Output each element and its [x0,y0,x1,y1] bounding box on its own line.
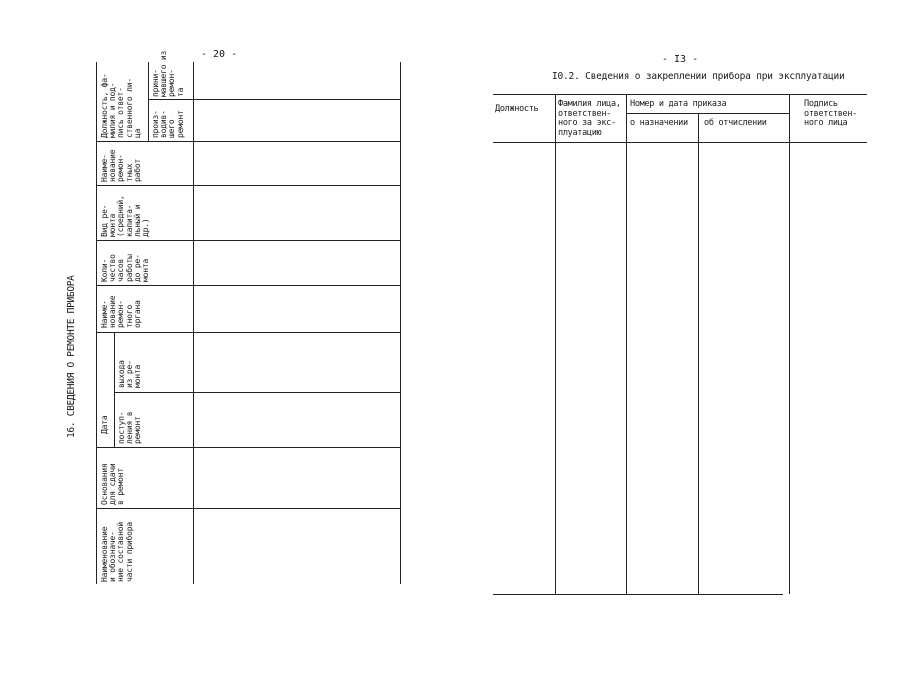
header-position: Должность [495,104,539,114]
col-part-name: Наименование и обозначе- ние составной части прибора [100,521,134,582]
col-sep-2 [96,185,400,186]
table-top-rule [493,94,867,95]
left-page-number: - 20 - [201,49,238,60]
col-reason: Основания для сдачи в ремонт [100,463,126,505]
right-page-number: - I3 - [662,54,699,65]
col-sep-3 [96,240,400,241]
header-surname: Фамилия лица, ответствен- ного за экс- плуатацию [558,99,621,138]
col-date-in: поступ- ления в ремонт [117,411,143,444]
table-bottom-rule [493,594,783,595]
date-subdivider [114,332,115,447]
col-sep-5 [96,332,400,333]
col-divider-3 [698,113,699,594]
col-date-out: выхода из ре- монта [117,360,143,388]
left-table-border-right [400,62,401,584]
header-order: Номер и дата приказа [630,99,727,109]
col-sep-7 [96,447,400,448]
header-order-assign: о назначении [630,118,688,128]
col-repair-works: Наиме- нование ремон- тных работ [100,149,142,182]
left-section-title: 16. СВЕДЕНИЯ О РЕМОНТЕ ПРИБОРА [66,275,77,438]
col-repair-body: Наиме- нование ремон- тного органа [100,295,142,328]
header-order-release: об отчислении [704,118,767,128]
col-resp-performed: произ- водив- шего ремонт [151,110,185,138]
col-responsible: Должность, фа- милия и под- пись ответ- ственного ли- ца [100,73,142,138]
col-sep-1 [96,141,400,142]
col-divider-1 [555,94,556,594]
col-sep-8 [96,508,400,509]
resp-subdivider-v [148,62,149,141]
col-sep-6 [114,392,400,393]
col-divider-2 [626,94,627,594]
col-sep-4 [96,285,400,286]
col-resp-accepted: прини- мавшего из ремон- та [151,50,185,97]
order-subheader-rule [626,113,789,114]
header-signature: Подпись ответствен- ного лица [804,99,857,128]
col-divider-4 [789,94,790,594]
right-page-title: I0.2. Сведения о закреплении прибора при эксплуатации [552,71,845,82]
resp-subdivider-h [148,99,400,100]
col-repair-type: Вид ре- монта (средний, капита- льный и др.) [100,195,151,237]
col-hours: Коли- чество часов работы до ре- монта [100,254,151,282]
col-date: Дата [100,415,109,434]
header-bottom-rule [493,142,867,143]
